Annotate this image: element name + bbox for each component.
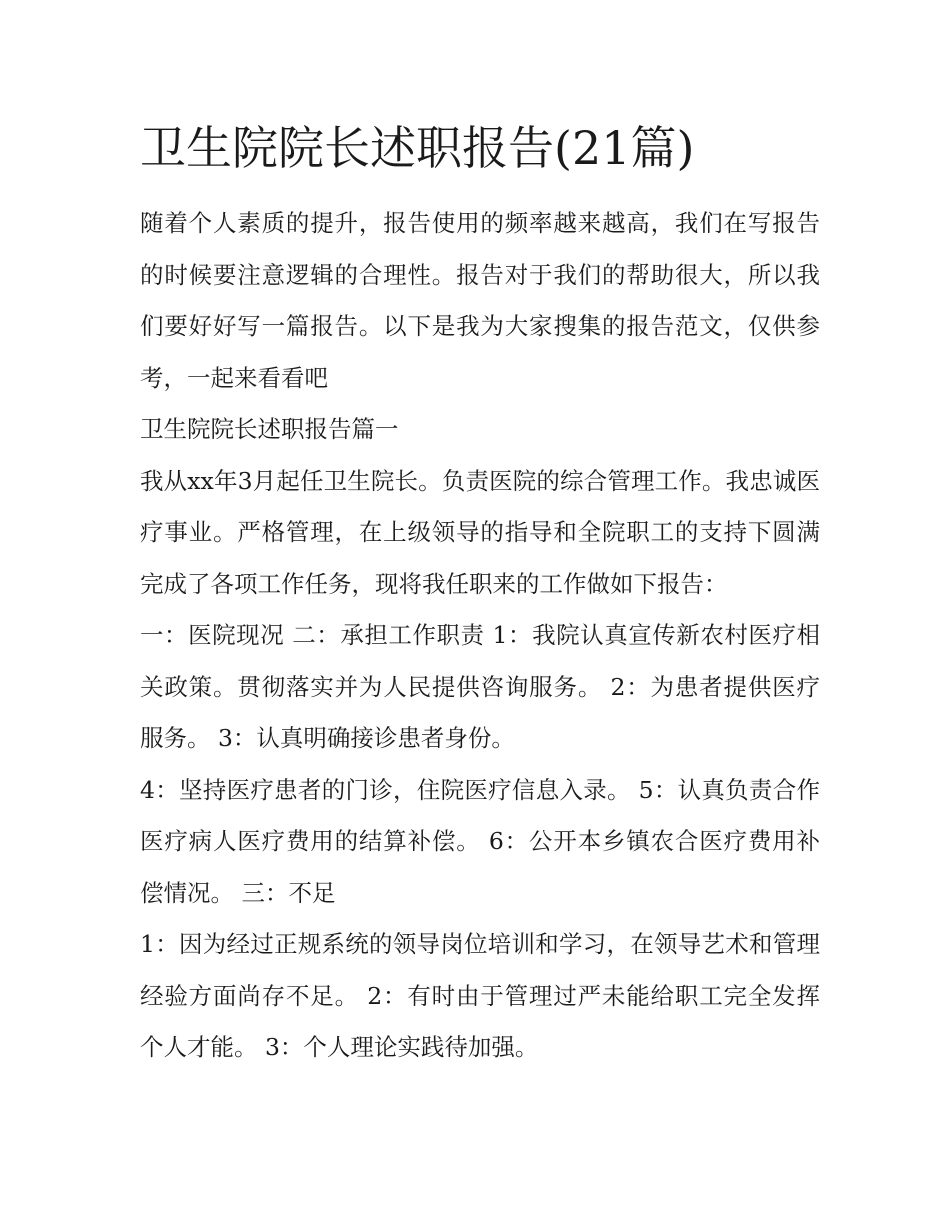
- paragraph-duties-continued: 4：坚持医疗患者的门诊，住院医疗信息入录。 5：认真负责合作医疗病人医疗费用的结算补偿。 6：公开本乡镇农合医疗费用补偿情况。 三：不足: [140, 775, 820, 907]
- paragraph-duties: 一：医院现况 二：承担工作职责 1：我院认真宣传新农村医疗相关政策。贯彻落实并为人民提供咨询服务。 2：为患者提供医疗服务。 3：认真明确接诊患者身份。: [140, 621, 820, 752]
- document-body: [140, 112, 820, 1074]
- paragraph-shortcomings: 1：因为经过正规系统的领导岗位培训和学习，在领导艺术和管理经验方面尚存不足。 2：有时由于管理过严未能给职工完全发挥个人才能。 3：个人理论实践待加强。: [140, 930, 820, 1061]
- section-heading-part-one: 卫生院院长述职报告篇一: [140, 415, 399, 443]
- paragraph-opening: 我从xx年3月起任卫生院长。负责医院的综合管理工作。我忠诚医疗事业。严格管理，在上级领导的指导和全院职工的支持下圆满完成了各项工作任务，现将我任职来的工作做如下报告：: [140, 466, 820, 598]
- document-title: 卫生院院长述职报告(21篇): [140, 121, 695, 175]
- paragraph-intro: 随着个人素质的提升，报告使用的频率越来越高，我们在写报告的时候要注意逻辑的合理性。报告对于我们的帮助很大，所以我们要好好写一篇报告。以下是我为大家搜集的报告范文，仅供参考，一起来看看吧: [140, 209, 820, 392]
